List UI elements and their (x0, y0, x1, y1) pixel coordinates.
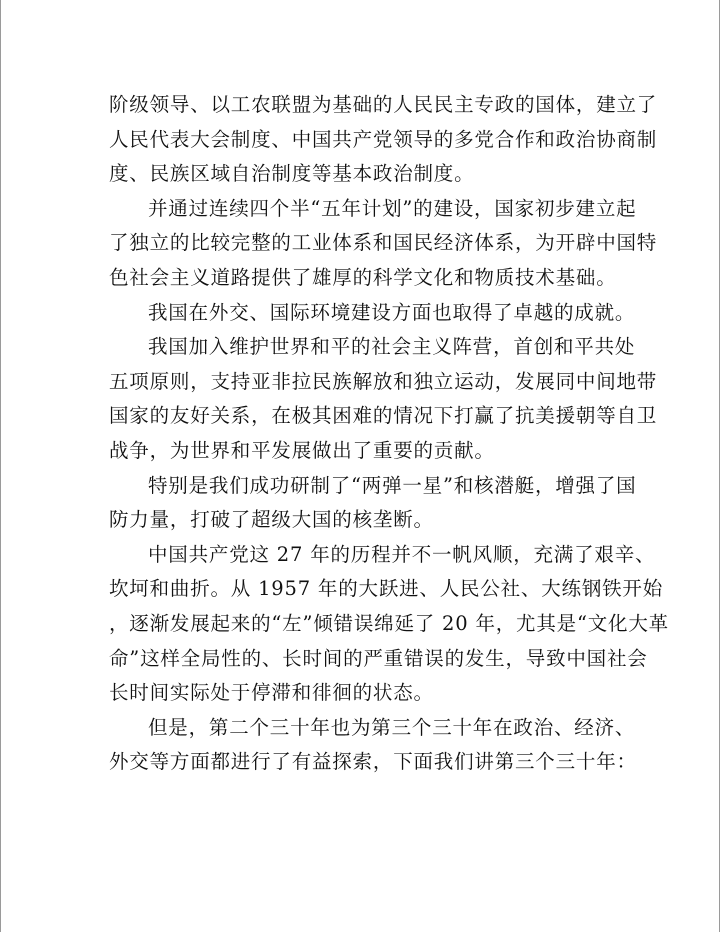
text-line: 阶级领导、以工农联盟为基础的人民民主专政的国体，建立了 (109, 93, 658, 116)
text-line: ，逐渐发展起来的“左”倾错误绵延了 20 年，尤其是“文化大革 (109, 611, 669, 635)
text-line: 五项原则，支持亚非拉民族解放和独立运动，发展同中间地带 (109, 369, 658, 393)
text-line: 国家的友好关系，在极其困难的情况下打赢了抗美援朝等自卫 (109, 404, 658, 428)
text-line: 特别是我们成功研制了“两弹一星”和核潜艇，增强了国 (148, 473, 637, 497)
text-line: 并通过连续四个半“五年计划”的建设，国家初步建立起 (148, 196, 637, 220)
text-line: 战争，为世界和平发展做出了重要的贡献。 (109, 438, 495, 462)
text-line: 度、民族区域自治制度等基本政治制度。 (109, 162, 475, 186)
text-line: 外交等方面都进行了有益探索，下面我们讲第三个三十年： (109, 750, 637, 774)
text-line: 了独立的比较完整的工业体系和国民经济体系，为开辟中国特 (109, 231, 658, 255)
body-text (109, 88, 669, 780)
text-line: 命”这样全局性的、长时间的严重错误的发生，导致中国社会 (109, 646, 648, 670)
text-line: 但是，第二个三十年也为第三个三十年在政治、经济、 (148, 715, 636, 739)
text-line: 坎坷和曲折。从 1957 年的大跃进、人民公社、大练钢铁开始 (109, 577, 664, 601)
text-line: 中国共产党这 27 年的历程并不一帆风顺，充满了艰辛、 (148, 542, 656, 566)
text-line: 长时间实际处于停滞和徘徊的状态。 (109, 681, 434, 705)
text-line: 色社会主义道路提供了雄厚的科学文化和物质技术基础。 (109, 265, 617, 289)
text-line: 防力量，打破了超级大国的核垄断。 (109, 508, 434, 532)
text-line: 我国在外交、国际环境建设方面也取得了卓越的成就。 (148, 300, 636, 324)
text-line: 我国加入维护世界和平的社会主义阵营，首创和平共处 (148, 335, 636, 359)
text-line: 人民代表大会制度、中国共产党领导的多党合作和政治协商制 (109, 127, 658, 151)
